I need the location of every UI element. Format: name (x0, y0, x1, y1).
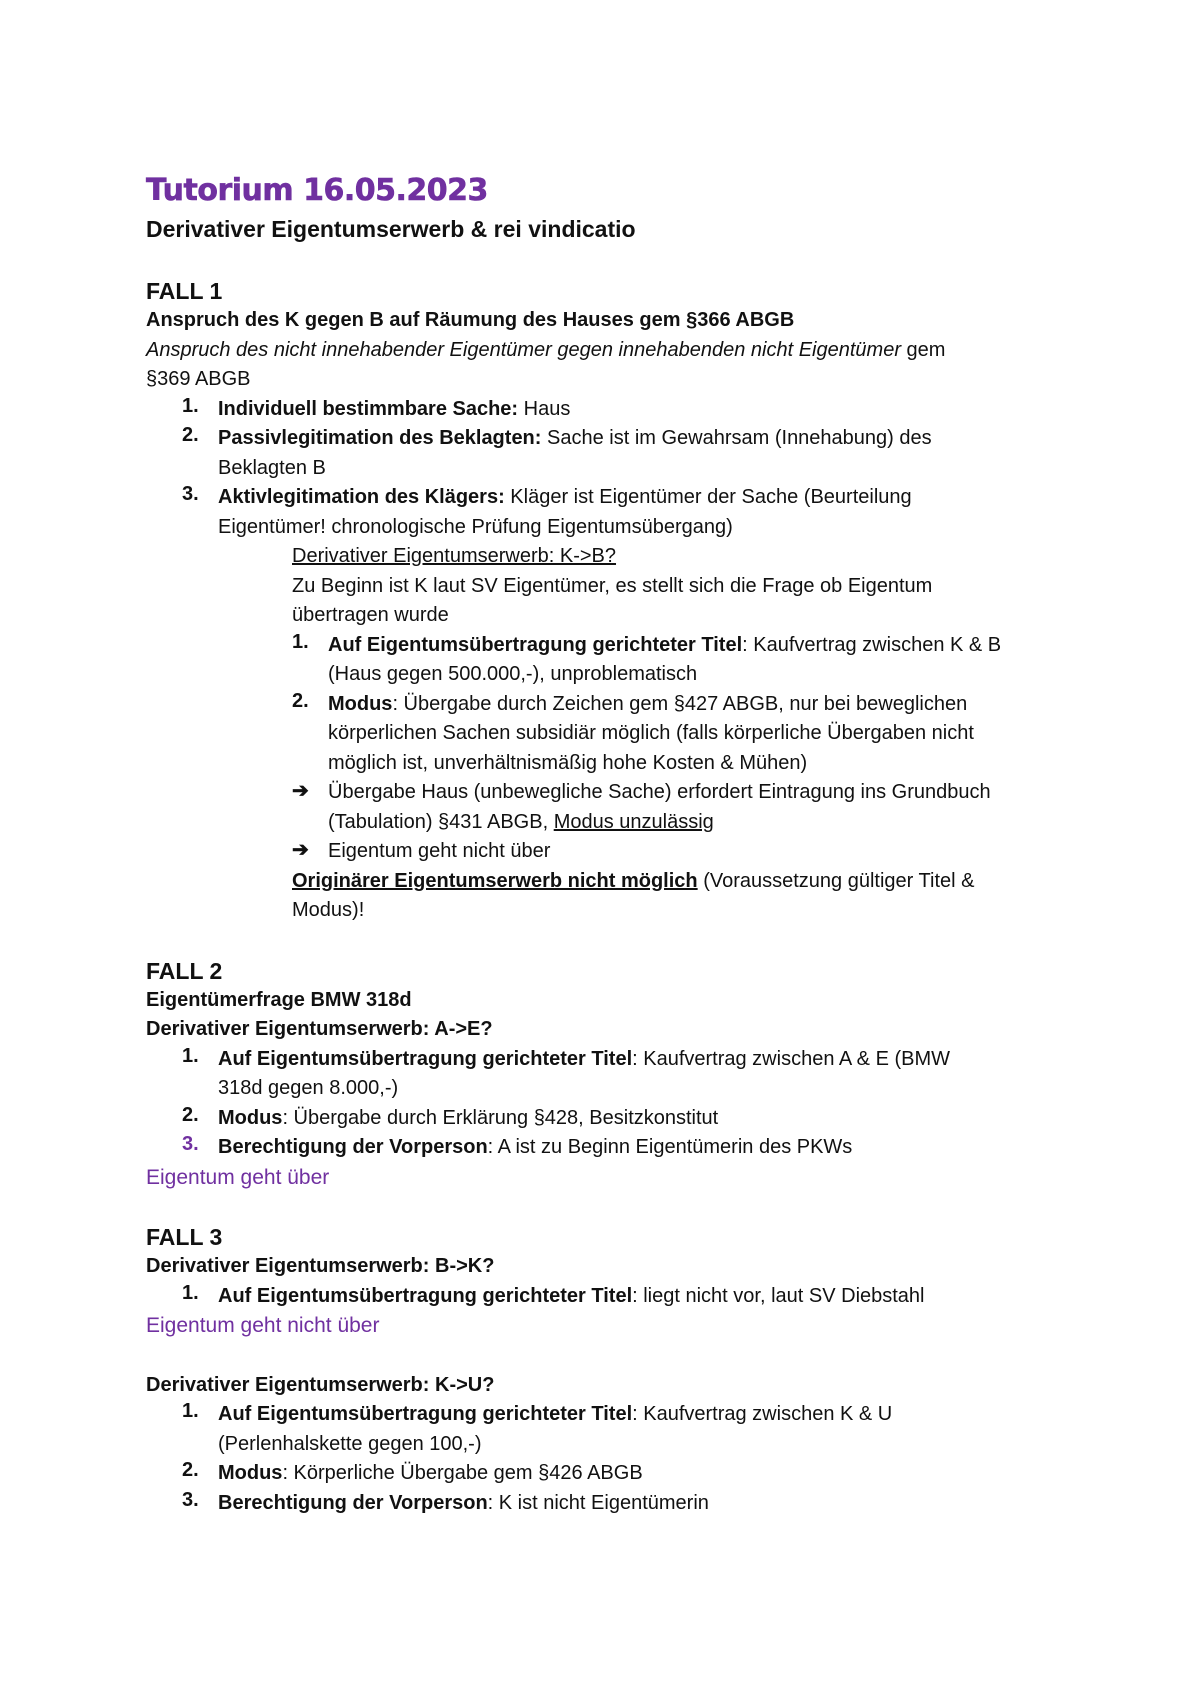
fall3-heading: FALL 3 (146, 1224, 223, 1250)
item-text: Haus (518, 397, 571, 420)
list-number: 1. (182, 1044, 199, 1067)
item-label: Auf Eigentumsübertragung gerichteter Titel (218, 1284, 633, 1307)
list-number: 3. (182, 1133, 199, 1155)
item-label: Modus (218, 1106, 283, 1129)
arrow-right-icon: ➔ (292, 839, 309, 861)
fall2-question: Eigentümerfrage BMW 318d (146, 988, 412, 1011)
list-number: 1. (182, 1400, 199, 1422)
list-number: 2. (182, 1459, 199, 1481)
fall1-arrow-item-1 (292, 778, 1066, 837)
item-text: : Kaufvertrag zwischen K & U (632, 1403, 893, 1425)
item-continuation: Eigentümer! chronologische Prüfung Eigentumsübergang) (218, 515, 733, 538)
document-title: Tutorium 16.05.2023 (146, 173, 488, 208)
fall1-item-1 (146, 395, 1066, 425)
list-number: 1. (182, 394, 199, 417)
item-text: : Kaufvertrag zwischen K & B (742, 633, 1002, 656)
fall1-claim-desc-line2: §369 ABGB (146, 368, 251, 390)
item-text: : liegt nicht vor, laut SV Diebstahl (632, 1284, 925, 1307)
fall1-original-cont: Modus)! (292, 899, 365, 921)
list-number: 1. (292, 630, 309, 653)
item-continuation: körperlichen Sachen subsidiär möglich (falls körperliche Übergaben nicht (328, 722, 974, 744)
item-label: Auf Eigentumsübertragung gerichteter Titel (218, 1047, 633, 1070)
fall2-item-3 (146, 1133, 1066, 1163)
item-text: : Kaufvertrag zwischen A & E (BMW (632, 1047, 951, 1070)
item-label: Berechtigung der Vorperson (218, 1491, 488, 1514)
fall1-item-3 (146, 483, 1066, 542)
list-number: 1. (182, 1281, 199, 1304)
fall1-heading: FALL 1 (146, 278, 223, 304)
list-number: 2. (292, 689, 309, 712)
fall2-heading: FALL 2 (146, 957, 223, 984)
fall1-claim-desc (146, 336, 1066, 366)
fall1-original (292, 867, 1066, 897)
fall1-derivative-intro-2: übertragen wurde (292, 604, 449, 626)
fall1-sub-item-1 (292, 631, 1066, 690)
arrow-continuation (328, 808, 1066, 838)
fall1-item-2 (146, 424, 1066, 483)
fall1-sub-item-2 (292, 690, 1066, 779)
fall1-claim-desc-tail: gem (900, 338, 946, 361)
fall3-derivative-heading-2: Derivativer Eigentumserwerb: K->U? (146, 1373, 495, 1396)
item-label: Aktivlegitimation des Klägers: (218, 486, 505, 508)
item-continuation: (Perlenhalskette gegen 100,-) (218, 1432, 482, 1455)
fall1-derivative-heading: Derivativer Eigentumserwerb: K->B? (292, 545, 617, 567)
fall2-item-1 (146, 1045, 1066, 1104)
list-number: 2. (182, 1103, 199, 1126)
item-text: : Übergabe durch Erklärung §428, Besitzkonstitut (282, 1106, 719, 1129)
item-text: Kläger ist Eigentümer der Sache (Beurteilung (504, 486, 912, 508)
item-continuation: möglich ist, unverhältnismäßig hohe Kosten & Mühen) (328, 751, 808, 774)
fall3-item-2-3 (146, 1489, 1066, 1519)
fall1-derivative-block (146, 542, 1066, 926)
fall3-item-1 (146, 1282, 1066, 1312)
fall1-derivative-intro-1: Zu Beginn ist K laut SV Eigentümer, es stellt sich die Frage ob Eigentum (292, 574, 933, 597)
document-subtitle: Derivativer Eigentumserwerb & rei vindicatio (146, 216, 636, 242)
list-number: 2. (182, 424, 199, 446)
item-continuation: Beklagten B (218, 456, 326, 479)
fall3-derivative-heading-1: Derivativer Eigentumserwerb: B->K? (146, 1255, 495, 1277)
fall1-original-tail: (Voraussetzung gültiger Titel & (697, 869, 975, 892)
fall3-item-2-1 (146, 1400, 1066, 1459)
fall1-claim-desc-italic: Anspruch des nicht innehabender Eigentümer gegen innehabenden nicht Eigentümer (146, 338, 901, 361)
item-label: Modus (218, 1462, 283, 1484)
arrow-cont-plain: (Tabulation) §431 ABGB, (328, 810, 554, 833)
fall3-result-1: Eigentum geht nicht über (146, 1314, 380, 1337)
arrow-right-icon: ➔ (292, 780, 309, 802)
fall3-item-2-2 (146, 1459, 1066, 1489)
fall1-claim: Anspruch des K gegen B auf Räumung des Hauses gem §366 ABGB (146, 309, 795, 331)
item-text: : Körperliche Übergabe gem §426 ABGB (282, 1462, 643, 1484)
item-continuation: (Haus gegen 500.000,-), unproblematisch (328, 663, 698, 685)
item-text: Sache ist im Gewahrsam (Innehabung) des (541, 427, 932, 449)
item-continuation: 318d gegen 8.000,-) (218, 1077, 399, 1099)
item-label: Modus (328, 692, 393, 715)
arrow-text: Übergabe Haus (unbewegliche Sache) erfordert Eintragung ins Grundbuch (328, 781, 991, 803)
arrow-text: Eigentum geht nicht über (328, 840, 551, 862)
fall1-arrow-item-2 (292, 837, 1066, 867)
list-number: 3. (182, 1488, 199, 1511)
fall2-item-2 (146, 1104, 1066, 1134)
item-label: Individuell bestimmbare Sache: (218, 397, 519, 420)
item-label: Berechtigung der Vorperson (218, 1136, 488, 1158)
item-label: Passivlegitimation des Beklagten: (218, 427, 542, 449)
list-number: 3. (182, 483, 199, 505)
fall2-result: Eigentum geht über (146, 1165, 330, 1189)
document-page (146, 170, 1066, 1518)
item-text: : Übergabe durch Zeichen gem §427 ABGB, nur bei beweglichen (392, 692, 968, 715)
arrow-cont-underlined: Modus unzulässig (553, 810, 714, 833)
item-label: Auf Eigentumsübertragung gerichteter Titel (328, 633, 743, 656)
fall2-derivative-heading: Derivativer Eigentumserwerb: A->E? (146, 1018, 493, 1040)
item-text: : K ist nicht Eigentümerin (487, 1491, 709, 1514)
fall1-original-underlined: Originärer Eigentumserwerb nicht möglich (292, 869, 698, 892)
item-text: : A ist zu Beginn Eigentümerin des PKWs (487, 1136, 853, 1158)
item-label: Auf Eigentumsübertragung gerichteter Titel (218, 1403, 633, 1425)
